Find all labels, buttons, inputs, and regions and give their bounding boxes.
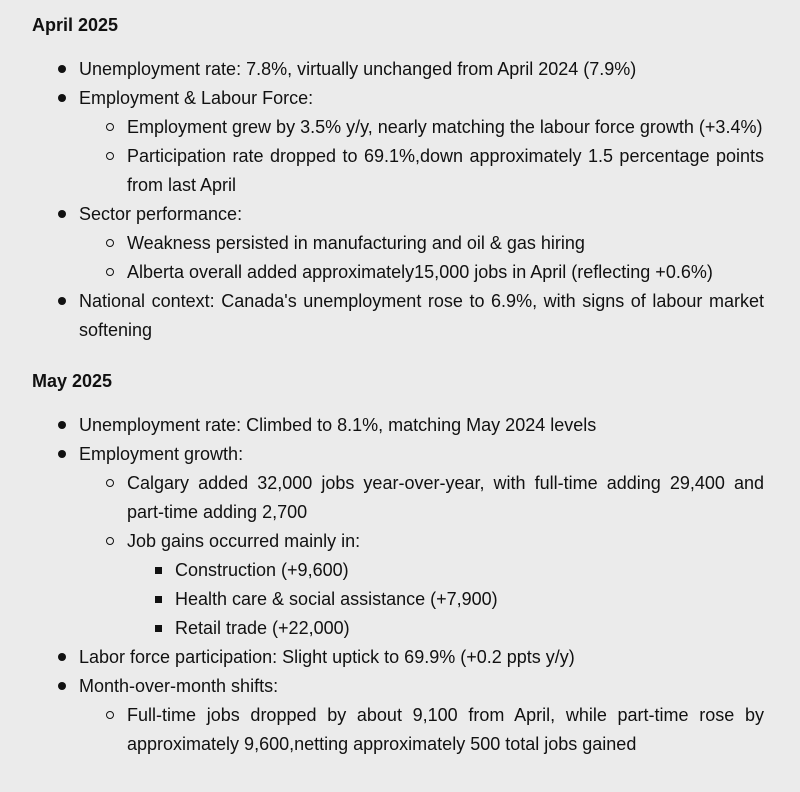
bullet-disc-icon [58,94,66,102]
sub-bullet-list [79,229,764,287]
bullet-circle-icon [106,152,114,160]
list-item [32,200,764,287]
list-item [32,643,764,672]
list-item-text: Construction (+9,600) [175,560,349,580]
list-item-text: Month-over-month shifts: [79,676,279,696]
list-item-text: Unemployment rate: Climbed to 8.1%, matching May 2024 levels [79,415,597,435]
sub-sub-list-item [127,614,764,643]
bullet-disc-icon [58,682,66,690]
bullet-circle-icon [106,123,114,131]
bullet-circle-icon [106,239,114,247]
section-heading: May 2025 [32,371,113,391]
bullet-disc-icon [58,65,66,73]
list-item-text: Calgary added 32,000 jobs year-over-year, with full-time adding 29,400 and part-time adding 2,700 [127,473,764,522]
sub-list-item [79,229,764,258]
bullet-disc-icon [58,297,66,305]
list-item-text: Job gains occurred mainly in: [127,531,361,551]
bullet-circle-icon [106,711,114,719]
list-item-text: Retail trade (+22,000) [175,618,350,638]
list-item [32,411,764,440]
sub-sub-list-item [127,585,764,614]
sub-list-item [79,527,764,643]
list-item [32,440,764,643]
bullet-square-icon [155,625,162,632]
section-may-2025 [32,367,764,759]
sub-bullet-list [79,113,764,200]
section-april-2025 [32,11,764,345]
list-item-text: Weakness persisted in manufacturing and oil & gas hiring [127,233,585,253]
bullet-circle-icon [106,268,114,276]
bullet-disc-icon [58,210,66,218]
list-item-text: Employment grew by 3.5% y/y, nearly matching the labour force growth (+3.4%) [127,117,763,137]
list-item [32,672,764,759]
list-item [32,84,764,200]
sub-list-item [79,113,764,142]
list-item-text: Participation rate dropped to 69.1%,down approximately 1.5 percentage points from last April [127,146,764,195]
bullet-square-icon [155,567,162,574]
list-item-text: Employment & Labour Force: [79,88,314,108]
sub-list-item [79,701,764,759]
bullet-disc-icon [58,450,66,458]
list-item-text: Full-time jobs dropped by about 9,100 from April, while part-time rose by approximately 9,600,netting approximately 500 total jobs gained [127,705,764,754]
list-item-text: Health care & social assistance (+7,900) [175,589,498,609]
sub-bullet-list [79,469,764,643]
list-item-text: Alberta overall added approximately15,000 jobs in April (reflecting +0.6%) [127,262,713,282]
bullet-circle-icon [106,479,114,487]
sub-sub-list-item [127,556,764,585]
sub-sub-bullet-list [127,556,764,643]
sub-bullet-list [79,701,764,759]
list-item-text: Unemployment rate: 7.8%, virtually unchanged from April 2024 (7.9%) [79,59,637,79]
bullet-list [32,55,764,345]
list-item [32,287,764,345]
sub-list-item [79,258,764,287]
section-spacer [32,345,764,367]
section-heading: April 2025 [32,15,119,35]
sub-list-item [79,142,764,200]
bullet-circle-icon [106,537,114,545]
bullet-disc-icon [58,421,66,429]
list-item-text: Employment growth: [79,444,244,464]
list-item-text: Sector performance: [79,204,243,224]
list-item-text: National context: Canada's unemployment rose to 6.9%, with signs of labour market softening [79,291,764,340]
bullet-disc-icon [58,653,66,661]
list-item [32,55,764,84]
bullet-list [32,411,764,759]
sub-list-item [79,469,764,527]
bullet-square-icon [155,596,162,603]
list-item-text: Labor force participation: Slight uptick to 69.9% (+0.2 ppts y/y) [79,647,575,667]
